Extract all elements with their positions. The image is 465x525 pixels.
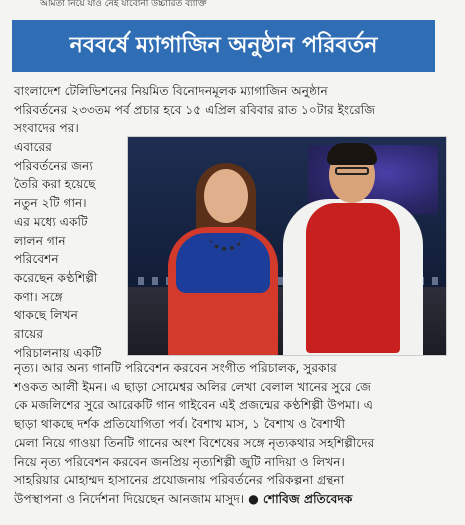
bottom-line: সাহরিয়ার মোহাম্মদ হাসানের প্রযোজনায় পরিবর্তনের পরিকল্পনা গ্রন্থনা [14, 473, 345, 488]
side-line: রায়ের [14, 327, 44, 342]
side-line: পরিবর্তনের জন্য [14, 158, 93, 173]
intro-paragraph [14, 82, 444, 138]
news-photo [127, 136, 447, 356]
side-line: এবারের [14, 140, 52, 154]
photo-man-glasses [335, 167, 369, 175]
bottom-line: নৃত্য। আর অন্য গানটি পরিবেশন করবেন সংগীত পরিচালক, সুরকার [14, 361, 337, 375]
photo-man-hair [327, 143, 377, 165]
side-line: এর মধ্যে একটি [14, 214, 88, 229]
side-line: থাকছে লিখন [14, 308, 78, 323]
intro-line: সংবাদের পর। [14, 121, 79, 136]
top-clipped-text: আমতা নিয়ে যাও নেই যাবোনী উচ্চারিত ব্যাক্তি [40, 0, 207, 8]
bottom-paragraph [14, 359, 444, 509]
intro-line: বাংলাদেশ টেলিভিশনের নিয়মিত বিনোদনমূলক ম্যাগাজিন অনুষ্ঠান [14, 84, 328, 98]
bottom-line: নিয়ে নৃত্য পরিবেশন করবেন জনপ্রিয় নৃত্যশিল্পী জুটি নাদিয়া ও লিখন। [14, 454, 345, 469]
byline: ● শোবিজ প্রতিবেদক [248, 491, 353, 506]
side-column-text [14, 138, 122, 362]
bottom-line-last [14, 490, 444, 509]
side-line: কণা। সঙ্গে [14, 289, 63, 304]
side-line: পরিচালনায় একটি [14, 345, 102, 360]
side-line: করেছেন কণ্ঠশিল্পী [14, 270, 98, 285]
bottom-line: কে মজলিশের সুরে আরেকটি গান গাইবেন এই প্রজন্মের কণ্ঠশিল্পী উপমা। এ [14, 398, 373, 413]
photo-woman-face [204, 169, 248, 223]
bottom-line: ছাড়া থাকছে দর্শক প্রতিযোগিতা পর্ব। বৈশাখ মাস, ১ বৈশাখ ও বৈশাখী [14, 417, 345, 432]
side-line: নতুন ২টি গান। [14, 196, 87, 211]
side-line: লালন গান [14, 233, 66, 248]
intro-line: পরিবর্তনের ২৩৩তম পর্ব প্রচার হবে ১৫ এপ্রিল রবিবার রাত ১০টার ইংরেজি [14, 102, 376, 117]
bottom-line: উপস্থাপনা ও নির্দেশনা দিয়েছেন আনজাম মাসুদ। [14, 491, 245, 506]
photo-man-vest [306, 203, 400, 353]
side-line: তৈরি করা হয়েছে [14, 177, 96, 192]
headline-banner [12, 20, 435, 72]
headline-text: নববর্ষে ম্যাগাজিন অনুষ্ঠান পরিবর্তন [69, 32, 378, 58]
bottom-line: মেলা নিয়ে গাওয়া তিনটি গানের অংশ বিশেষের সঙ্গে নৃত্যকথার সহশিল্পীদের [14, 435, 375, 450]
bottom-line: শওকত আলী ইমন। এ ছাড়া সোমেশ্বর অলির লেখা বেলাল খানের সুরে জে [14, 379, 371, 394]
side-line: পরিবেশন [14, 252, 59, 267]
